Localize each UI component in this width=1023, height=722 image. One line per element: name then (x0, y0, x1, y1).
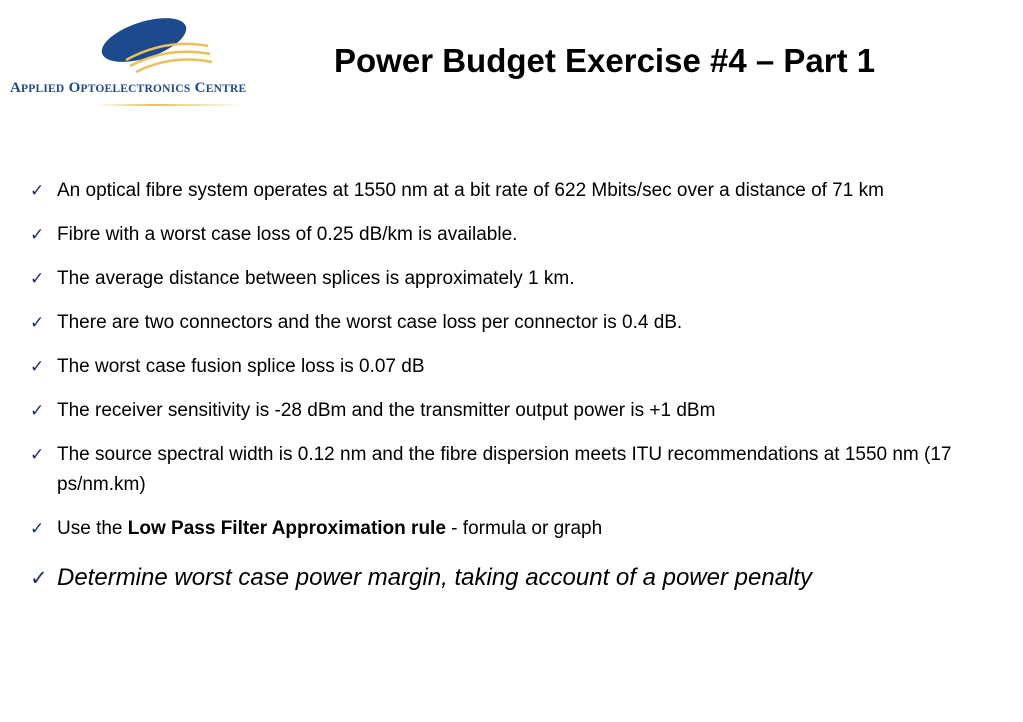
bullet-text: The receiver sensitivity is -28 dBm and the transmitter output power is +1 dBm (57, 400, 716, 421)
bullet-text: The average distance between splices is approximately 1 km. (57, 268, 575, 289)
checkmark-icon: ✓ (30, 357, 45, 377)
checkmark-icon: ✓ (30, 313, 45, 333)
bullet-text: There are two connectors and the worst case loss per connector is 0.4 dB. (57, 312, 683, 333)
bullet-text: The source spectral width is 0.12 nm and the fibre dispersion meets ITU recommendations at 1550 nm (17 ps/nm.km) (57, 444, 952, 495)
logo-wordmark: APPLIED OPTOELECTRONICS CENTRE (10, 80, 247, 96)
bullet-item (30, 396, 1000, 426)
bullet-item (30, 220, 1000, 250)
logo (6, 8, 288, 108)
bullet-item (30, 264, 1000, 294)
page-title: Power Budget Exercise #4 – Part 1 (334, 42, 876, 79)
bullet-text-suffix: - formula or graph (445, 518, 603, 539)
checkmark-icon: ✓ (30, 269, 45, 289)
checkmark-icon: ✓ (30, 181, 45, 201)
bullet-text: Determine worst case power margin, taking account of a power penalty (57, 564, 813, 591)
checkmark-icon: ✓ (30, 519, 45, 539)
bullet-item (30, 176, 1000, 206)
logo-swoosh-icon (96, 8, 216, 78)
bullet-item (30, 514, 1000, 544)
bullet-text: Fibre with a worst case loss of 0.25 dB/km is available. (57, 224, 518, 245)
logo-underline (94, 104, 244, 106)
bullet-list (30, 176, 1000, 608)
checkmark-icon: ✓ (30, 225, 45, 245)
bullet-item (30, 308, 1000, 338)
bullet-text-bold: Low Pass Filter Approximation rule (127, 518, 446, 539)
bullet-item (30, 352, 1000, 382)
bullet-item (30, 440, 1000, 500)
checkmark-icon: ✓ (30, 445, 45, 465)
checkmark-icon: ✓ (30, 401, 45, 421)
checkmark-icon: ✓ (30, 566, 48, 590)
bullet-item-final (30, 562, 1000, 594)
bullet-text-prefix: Use the (57, 518, 128, 539)
bullet-text: The worst case fusion splice loss is 0.07 dB (57, 356, 425, 377)
bullet-text: An optical fibre system operates at 1550 nm at a bit rate of 622 Mbits/sec over a distance of 71 km (57, 180, 884, 201)
